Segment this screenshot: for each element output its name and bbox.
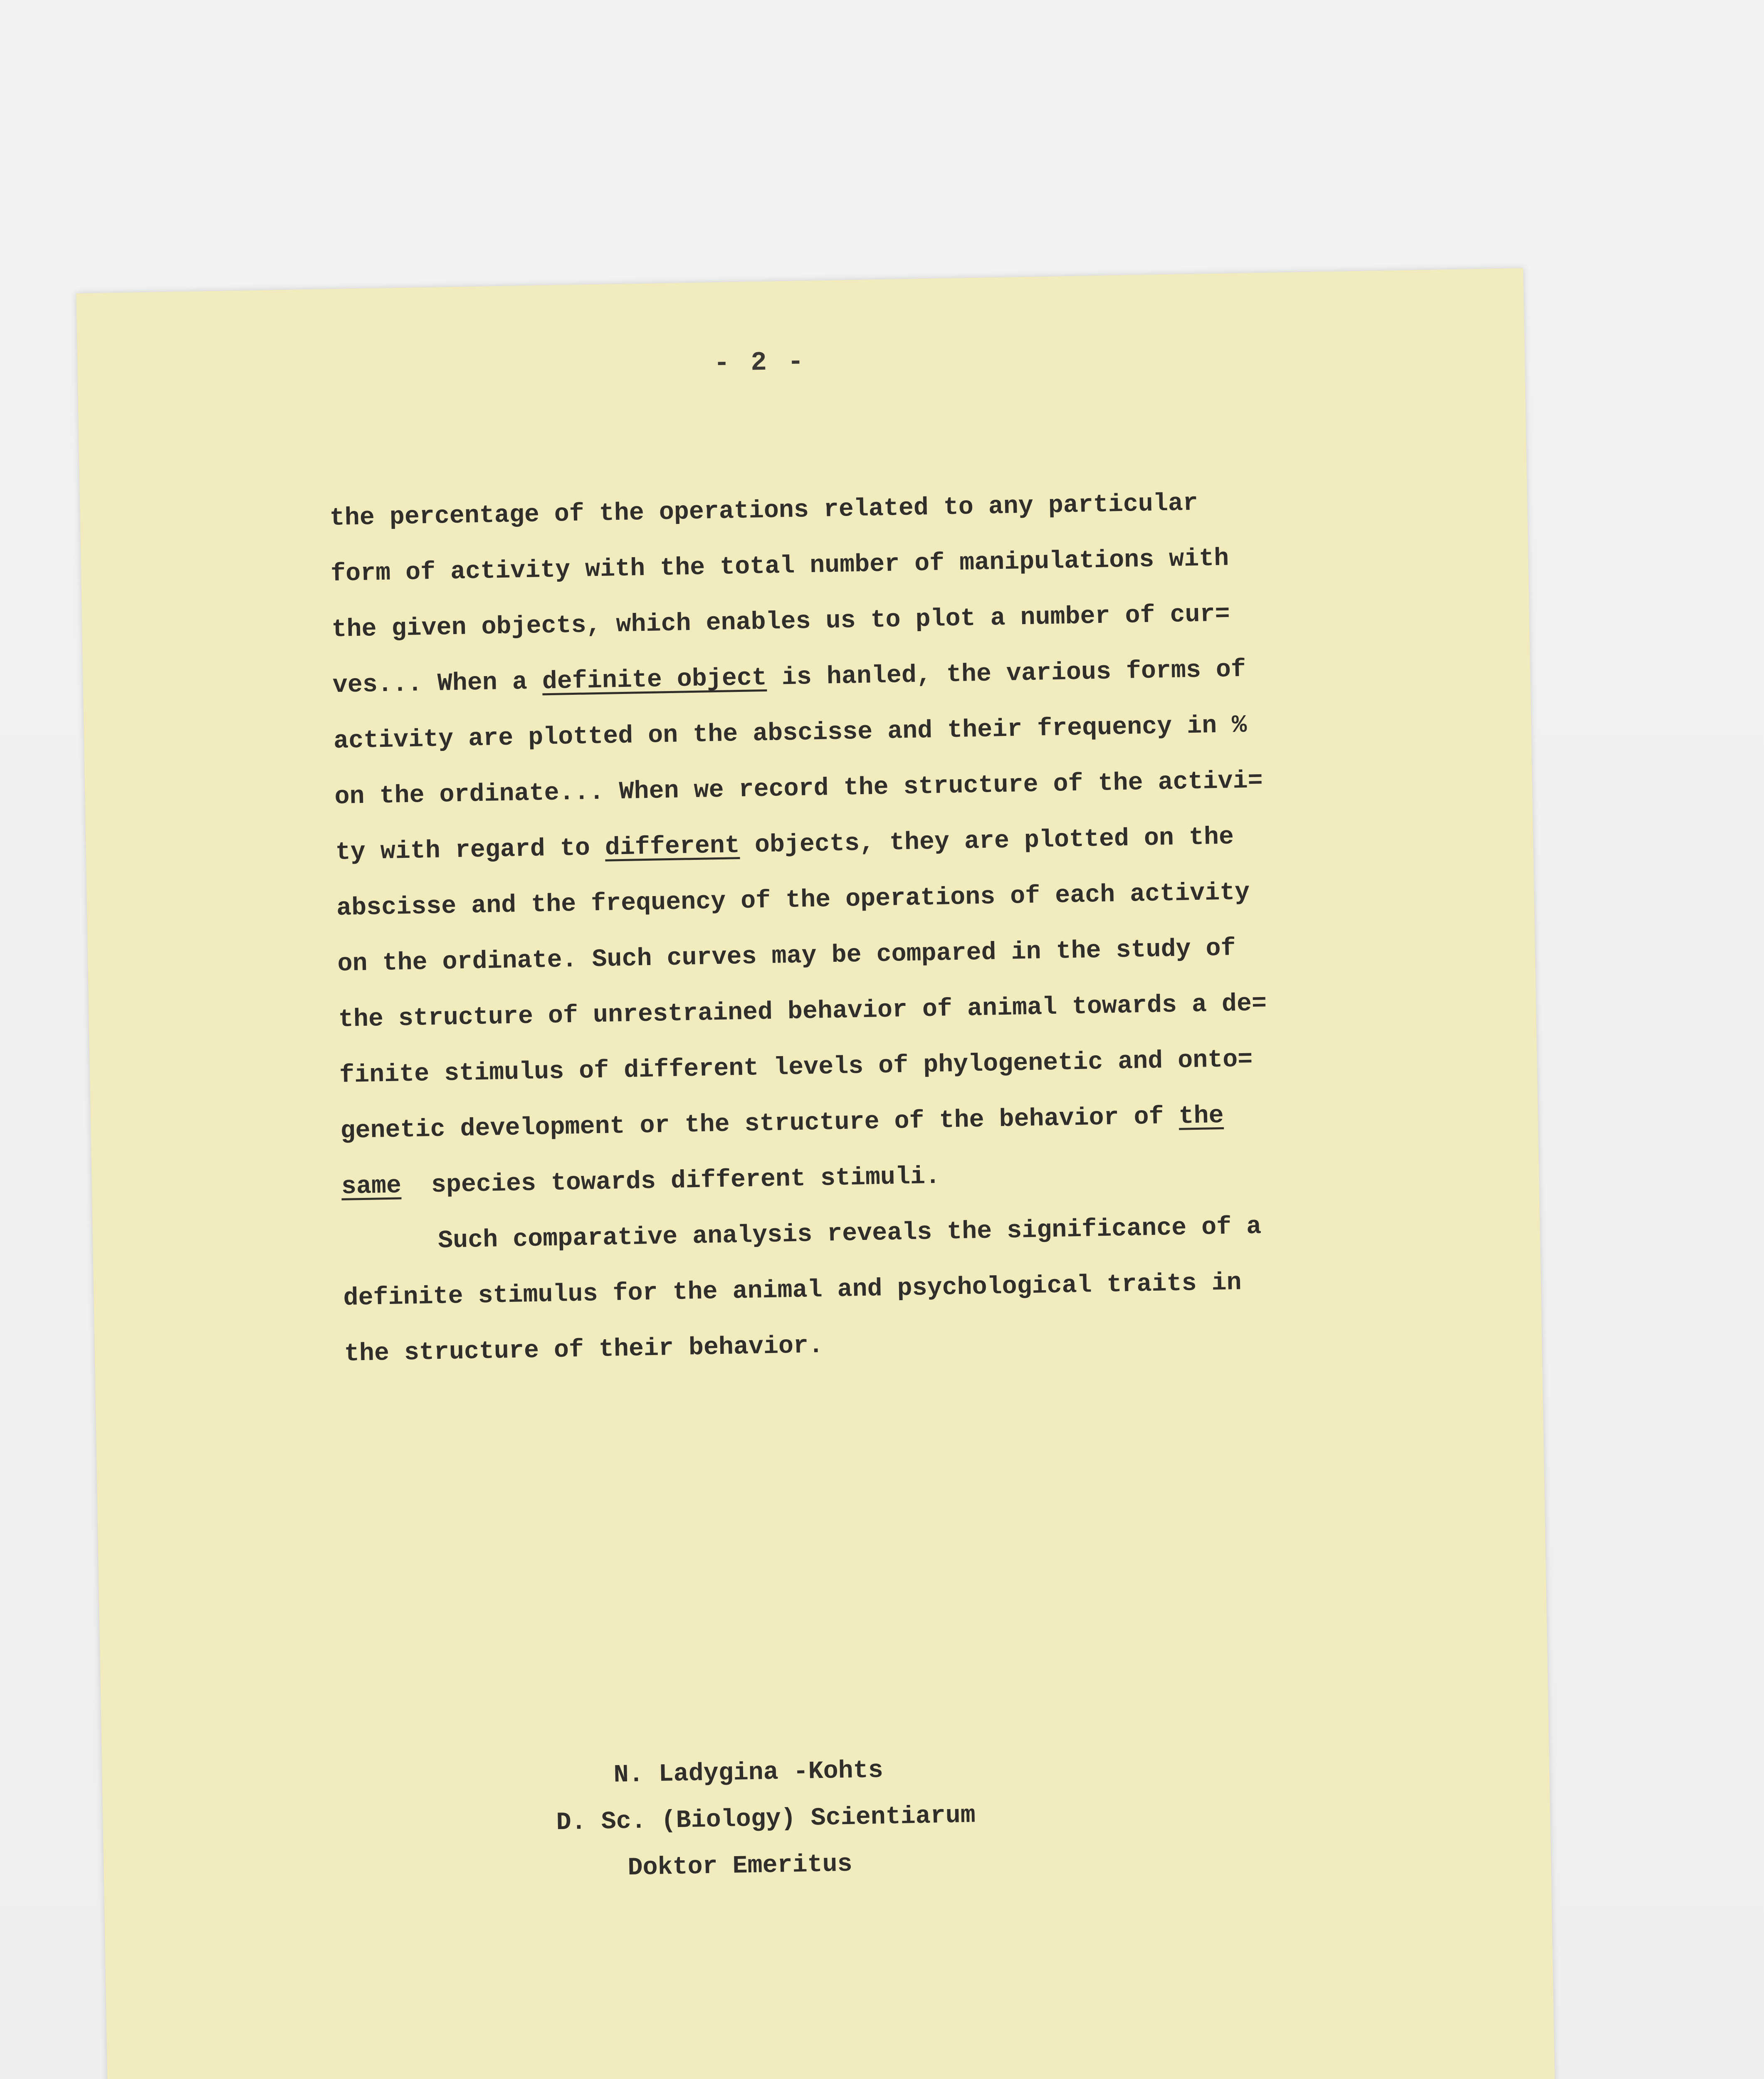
text-line: on the ordinate. Such curves may be compared in the study of [337, 934, 1236, 979]
text-line: definite stimulus for the animal and psychological traits in [343, 1269, 1242, 1313]
underlined-phrase: the [1178, 1101, 1224, 1131]
text-line: on the ordinate... When we record the structure of the activi= [334, 767, 1263, 812]
text-line: the given objects, which enables us to plot a number of cur= [331, 600, 1230, 644]
text-segment: ty with regard to [335, 834, 605, 867]
text-segment: objects, they are plotted on the [739, 823, 1234, 860]
text-line: activity are plotted on the abscisse and their frequency in % [333, 711, 1247, 756]
author-title: Doktor Emeritus [628, 1850, 853, 1883]
paragraph-start-line: Such comparative analysis reveals the significance of a [437, 1212, 1262, 1255]
typed-page [76, 268, 1558, 2079]
signature-block [555, 1746, 977, 1893]
underlined-phrase: same [341, 1172, 402, 1201]
text-line: abscisse and the frequency of the operations of each activity [336, 878, 1250, 923]
text-line: the percentage of the operations related to any particular [329, 489, 1198, 533]
page-number: - 2 - [713, 347, 807, 379]
text-line: the structure of their behavior. [344, 1331, 824, 1368]
text-line: the structure of unrestrained behavior of animal towards a de= [338, 990, 1267, 1034]
underlined-phrase: definite object [542, 664, 767, 696]
author-name: N. Ladygina -Kohts [613, 1756, 884, 1790]
text-segment: ves... When a [332, 668, 543, 700]
underlined-phrase: different [605, 832, 740, 862]
author-degree: D. Sc. (Biology) Scientiarum [556, 1801, 976, 1837]
body-text [329, 472, 1451, 1382]
text-line: finite stimulus of different levels of phylogenetic and onto= [339, 1045, 1253, 1090]
text-segment: species towards different stimuli. [401, 1162, 941, 1200]
text-segment: is hanled, the various forms of [766, 655, 1246, 692]
text-line: form of activity with the total number of manipulations with [330, 544, 1229, 589]
text-segment: genetic development or the structure of the behavior of [340, 1102, 1179, 1146]
